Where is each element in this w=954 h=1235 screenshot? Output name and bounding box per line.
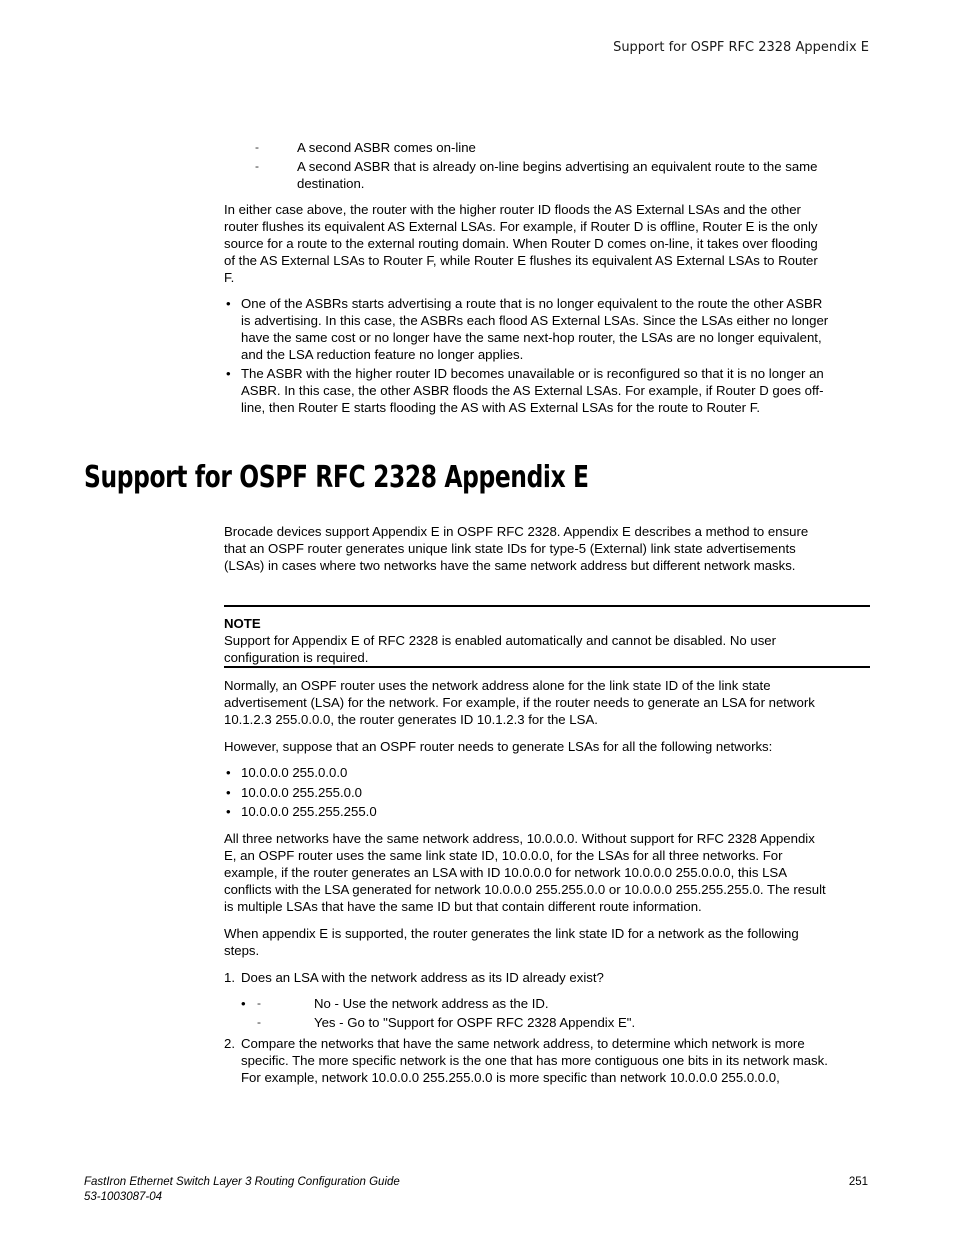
note-label: NOTE bbox=[224, 616, 261, 631]
text-line: A second ASBR comes on-line bbox=[297, 140, 476, 155]
text-line: (LSAs) in cases where two networks have the same network address but different network masks. bbox=[224, 558, 796, 573]
section-heading: Support for OSPF RFC 2328 Appendix E bbox=[84, 460, 589, 495]
list-item bbox=[241, 295, 872, 363]
dash-marker: - bbox=[255, 159, 259, 173]
text-line: that an OSPF router generates unique link state IDs for type-5 (External) link state advertisements bbox=[224, 541, 796, 556]
note-top-rule bbox=[224, 605, 870, 607]
list-item bbox=[297, 158, 872, 192]
list-item: 10.0.0.0 255.255.255.0 bbox=[241, 804, 377, 819]
text-line: All three networks have the same network address, 10.0.0.0. Without support for RFC 2328 Appendix bbox=[224, 831, 815, 846]
text-line: The ASBR with the higher router ID becomes unavailable or is reconfigured so that it is no longer an bbox=[241, 366, 824, 381]
list-item: No - Use the network address as the ID. bbox=[314, 996, 549, 1011]
footer-guide-title: FastIron Ethernet Switch Layer 3 Routing Configuration Guide bbox=[84, 1176, 400, 1188]
bullet-marker: • bbox=[226, 296, 231, 311]
text-line: configuration is required. bbox=[224, 650, 369, 665]
note-bottom-rule bbox=[224, 666, 870, 668]
text-line: example, if the router generates an LSA with ID 10.0.0.0 for network 10.0.0.0 255.0.0.0, this LSA bbox=[224, 865, 788, 880]
text-line: F. bbox=[224, 270, 235, 285]
text-line: For example, network 10.0.0.0 255.255.0.0 is more specific than network 10.0.0.0 255.0.0.0, bbox=[241, 1070, 780, 1085]
list-item: Yes - Go to "Support for OSPF RFC 2328 Appendix E". bbox=[314, 1015, 636, 1030]
bullet-marker: • bbox=[241, 996, 246, 1011]
bullet-marker: • bbox=[226, 765, 231, 780]
paragraph bbox=[224, 830, 872, 915]
text-line: is advertising. In this case, the ASBRs each flood AS External LSAs. Since the LSAs either no longer bbox=[241, 313, 829, 328]
text-line: of the AS External LSAs to Router F, while Router E flushes its equivalent AS External LSAs to Router bbox=[224, 253, 818, 268]
text-line: ASBR. In this case, the other ASBR floods the AS External LSAs. For example, if Router D goes off- bbox=[241, 383, 824, 398]
text-line: A second ASBR that is already on-line begins advertising an equivalent route to the same bbox=[297, 159, 818, 174]
text-line: E, an OSPF router uses the same link state ID, 10.0.0.0, for the LSAs for all three networks. For bbox=[224, 848, 783, 863]
text-line: conflicts with the LSA generated for network 10.0.0.0 255.255.0.0 or 10.0.0.0 255.255.255.0. The result bbox=[224, 882, 826, 897]
running-header: Support for OSPF RFC 2328 Appendix E bbox=[613, 40, 869, 55]
step-text bbox=[241, 1035, 872, 1086]
text-line: Compare the networks that have the same network address, to determine which network is more bbox=[241, 1036, 805, 1051]
text-line: specific. The more specific network is the one that has more contiguous one bits in its network mask. bbox=[241, 1053, 828, 1068]
text-line: source for a route to the external routing domain. When Router D comes on-line, it takes over flooding bbox=[224, 236, 818, 251]
text-line: When appendix E is supported, the router generates the link state ID for a network as the following bbox=[224, 926, 799, 941]
list-item bbox=[297, 139, 872, 156]
text-line: Support for Appendix E of RFC 2328 is enabled automatically and cannot be disabled. No user bbox=[224, 633, 777, 648]
paragraph bbox=[224, 925, 872, 959]
paragraph bbox=[224, 738, 872, 755]
text-line: 10.1.2.3 255.0.0.0, the router generates ID 10.1.2.3 for the LSA. bbox=[224, 712, 598, 727]
paragraph bbox=[224, 677, 872, 728]
dash-marker: - bbox=[257, 1015, 261, 1029]
text-line: line, then Router E starts flooding the AS with AS External LSAs for the route to Router F. bbox=[241, 400, 760, 415]
paragraph bbox=[224, 523, 872, 574]
step-text: Does an LSA with the network address as its ID already exist? bbox=[241, 970, 604, 985]
bullet-marker: • bbox=[226, 804, 231, 819]
text-line: router flushes its equivalent AS External LSAs. For example, if Router D is offline, Router E is the only bbox=[224, 219, 818, 234]
list-item: 10.0.0.0 255.0.0.0 bbox=[241, 765, 348, 780]
paragraph bbox=[224, 201, 872, 286]
bullet-marker: • bbox=[226, 366, 231, 381]
bullet-marker: • bbox=[226, 785, 231, 800]
step-number: 2. bbox=[224, 1036, 235, 1051]
text-line: Normally, an OSPF router uses the network address alone for the link state ID of the link state bbox=[224, 678, 771, 693]
text-line: advertisement (LSA) for the network. For example, if the router needs to generate an LSA for network bbox=[224, 695, 815, 710]
text-line: One of the ASBRs starts advertising a route that is no longer equivalent to the route the other ASBR bbox=[241, 296, 823, 311]
step-number: 1. bbox=[224, 970, 235, 985]
text-line: steps. bbox=[224, 943, 260, 958]
text-line: destination. bbox=[297, 176, 365, 191]
text-line: and the LSA reduction feature no longer applies. bbox=[241, 347, 524, 362]
list-item: 10.0.0.0 255.255.0.0 bbox=[241, 785, 362, 800]
page-number: 251 bbox=[848, 1176, 868, 1188]
dash-marker: - bbox=[255, 140, 259, 154]
text-line: In either case above, the router with the higher router ID floods the AS External LSAs and the other bbox=[224, 202, 801, 217]
text-line: have the same cost or no longer have the same next-hop router, the LSAs are no longer equivalent, bbox=[241, 330, 822, 345]
text-line: However, suppose that an OSPF router needs to generate LSAs for all the following networks: bbox=[224, 739, 773, 754]
text-line: is multiple LSAs that have the same ID but that contain different route information. bbox=[224, 899, 702, 914]
note-text bbox=[224, 632, 872, 666]
list-item bbox=[241, 365, 872, 416]
footer-doc-number: 53-1003087-04 bbox=[84, 1191, 163, 1203]
text-line: Brocade devices support Appendix E in OSPF RFC 2328. Appendix E describes a method to ensure bbox=[224, 524, 809, 539]
dash-marker: - bbox=[257, 996, 261, 1010]
